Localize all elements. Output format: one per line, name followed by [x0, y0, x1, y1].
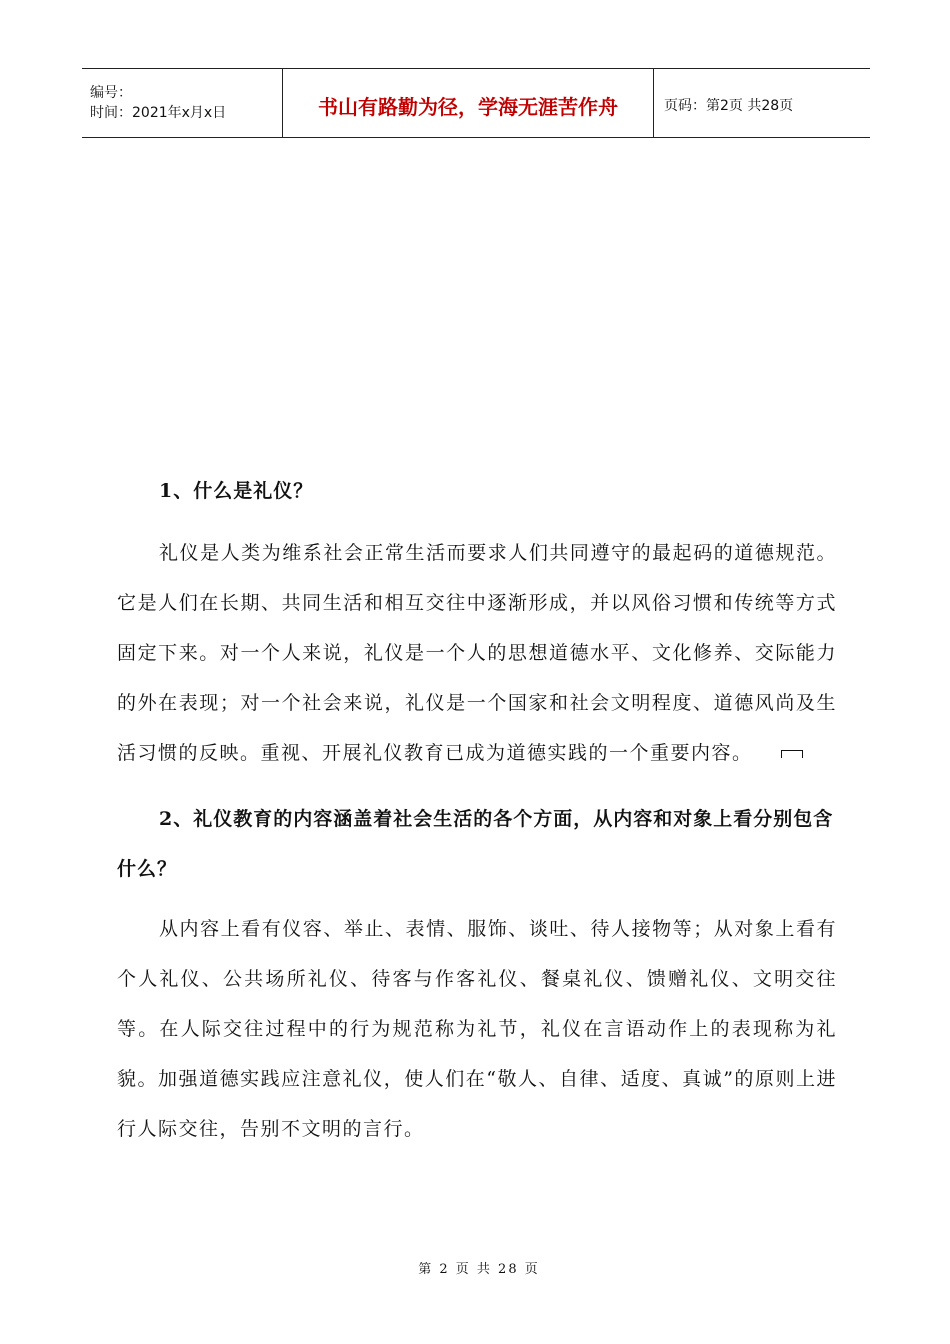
header-motto: 书山有路勤为径，学海无涯苦作舟 [318, 94, 618, 119]
answer-paragraph-1 [117, 528, 837, 778]
margin-mark-icon [781, 750, 803, 758]
document-body [117, 466, 837, 1154]
header-page-cell [654, 69, 870, 137]
header-meta [82, 69, 282, 137]
answer-text-1: 礼仪是人类为维系社会正常生活而要求人们共同遵守的最起码的道德规范。它是人们在长期、共同生活和相互交往中逐渐形成，并以风俗习惯和传统等方式固定下来。对一个人来说，礼仪是一个人的思想道德水平、文化修养、交际能力的外在表现；对一个社会来说，礼仪是一个国家和社会文明程度、道德风尚及生活习惯的反映。重视、开展礼仪教育已成为道德实践的一个重要内容。 [117, 542, 837, 764]
question-heading-1: 1、什么是礼仪？ [159, 480, 314, 502]
question-heading-2: 2、礼仪教育的内容涵盖着社会生活的各个方面，从内容和对象上看分别包含什么？ [117, 808, 834, 880]
header-page-info: 页码：第2页 共28页 [664, 98, 794, 114]
document-number-label: 编号： [90, 85, 132, 101]
page-footer: 第 2 页 共 28 页 [418, 1262, 540, 1277]
header-motto-cell [282, 69, 654, 137]
page-header [82, 68, 870, 138]
answer-paragraph-2: 从内容上看有仪容、举止、表情、服饰、谈吐、待人接物等；从对象上看有个人礼仪、公共场所礼仪、待客与作客礼仪、餐桌礼仪、馈赠礼仪、文明交往等。在人际交往过程中的行为规范称为礼节，礼仪在言语动作上的表现称为礼貌。加强道德实践应注意礼仪，使人们在“敬人、自律、适度、真诚”的原则上进行人际交往，告别不文明的言行。 [117, 918, 837, 1140]
document-date: 时间：2021年x月x日 [90, 105, 227, 121]
